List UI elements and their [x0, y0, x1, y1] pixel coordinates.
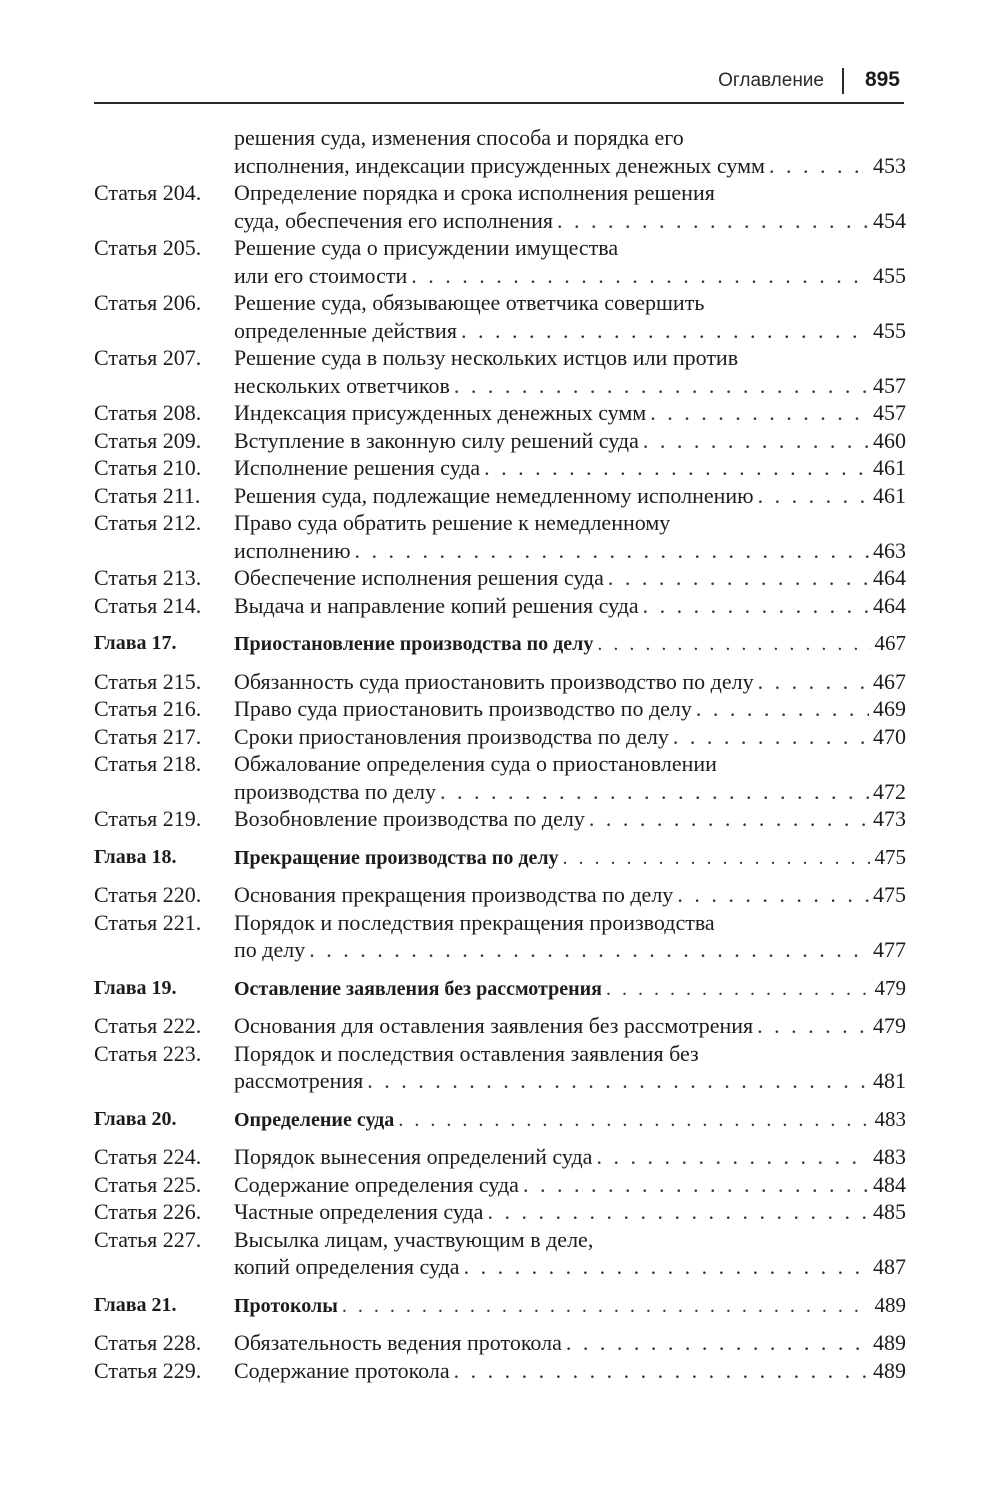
chapter-number: Глава 19.: [94, 976, 177, 999]
toc-article: [94, 668, 906, 696]
toc-article: [94, 1329, 906, 1357]
entry-body: [234, 124, 906, 179]
entry-title-line: Обжалование определения суда о приостановлении: [234, 751, 717, 776]
entry-body: [234, 805, 906, 833]
entry-page-number: 467: [873, 668, 906, 694]
entry-last-line: [234, 936, 906, 964]
entry-page-number: 460: [873, 427, 906, 453]
toc-article: [94, 723, 906, 751]
entry-last-line: [234, 1198, 906, 1226]
toc-article: [94, 750, 906, 805]
article-number: Статья 224.: [94, 1144, 202, 1169]
entry-body: [234, 564, 906, 592]
entry-page-number: 463: [873, 537, 906, 563]
entry-body: [234, 509, 906, 564]
dot-leader: [696, 695, 869, 723]
entry-title-line: Возобновление производства по делу: [234, 806, 585, 831]
dot-leader: [464, 1253, 869, 1281]
entry-page-number: 464: [873, 592, 906, 618]
article-number: Статья 220.: [94, 882, 202, 907]
toc-article: [94, 399, 906, 427]
toc-chapter: [94, 630, 906, 659]
toc-chapter: [94, 1292, 906, 1321]
entry-body: [234, 1012, 906, 1040]
entry-title-line: рассмотрения: [234, 1068, 364, 1093]
toc-article: [94, 1171, 906, 1199]
entry-title-line: Прекращение производства по делу: [234, 846, 559, 869]
article-number: Статья 222.: [94, 1013, 202, 1038]
entry-last-line: [234, 399, 906, 427]
entry-last-line: [234, 1253, 906, 1281]
entry-title-line: Основания для оставления заявления без рассмотрения: [234, 1013, 754, 1038]
page-number: 895: [864, 68, 900, 91]
entry-title-line: Вступление в законную силу решений суда: [234, 427, 639, 453]
entry-body: [234, 750, 906, 805]
toc-article: [94, 454, 906, 482]
dot-leader: [597, 631, 870, 659]
entry-last-line: [234, 1171, 906, 1199]
article-number: Статья 211.: [94, 482, 201, 508]
entry-page-number: 457: [873, 372, 906, 398]
entry-title-line: по делу: [234, 937, 306, 962]
entry-page-number: 483: [873, 1144, 906, 1169]
entry-page-number: 455: [873, 262, 906, 288]
entry-page-number: 469: [873, 696, 906, 721]
entry-title-line: Частные определения суда: [234, 1199, 484, 1224]
entry-last-line: [234, 564, 906, 592]
dot-leader: [454, 1357, 869, 1385]
toc-chapter: [94, 1106, 906, 1135]
toc-article: [94, 1012, 906, 1040]
entry-last-line: [234, 1143, 906, 1171]
entry-page-number: 457: [873, 400, 906, 425]
entry-body: [234, 427, 906, 455]
dot-leader: [411, 262, 869, 290]
entry-page-number: 484: [873, 1171, 906, 1197]
entry-last-line: [234, 207, 906, 235]
entry-last-line: [234, 668, 906, 696]
toc-article: [94, 482, 906, 510]
entry-page-number: 472: [873, 778, 906, 804]
entry-last-line: [234, 778, 906, 806]
entry-last-line: [234, 427, 906, 455]
entry-title-line: Выдача и направление копий решения суда: [234, 592, 639, 618]
entry-last-line: [234, 482, 906, 510]
entry-body: [234, 1329, 906, 1357]
toc-article: [94, 289, 906, 344]
entry-page-number: 485: [873, 1199, 906, 1224]
dot-leader: [454, 372, 869, 400]
dot-leader: [757, 1012, 869, 1040]
article-number: Статья 207.: [94, 345, 202, 370]
dot-leader: [461, 317, 869, 345]
entry-last-line: [234, 723, 906, 751]
article-number: Статья 215.: [94, 668, 202, 694]
toc-chapter: [94, 844, 906, 873]
entry-body: [234, 909, 906, 964]
article-number: Статья 223.: [94, 1040, 202, 1066]
article-number: Статья 229.: [94, 1357, 202, 1383]
entry-title-line: Решения суда, подлежащие немедленному исполнению: [234, 482, 754, 508]
entry-last-line: [234, 454, 906, 482]
article-number: Статья 210.: [94, 455, 202, 480]
dot-leader: [606, 976, 871, 1004]
entry-body: [234, 454, 906, 482]
article-number: Статья 209.: [94, 427, 202, 453]
dot-leader: [589, 805, 869, 833]
header-rule: [94, 102, 904, 104]
entry-title-line: Порядок вынесения определений суда: [234, 1144, 593, 1169]
dot-leader: [566, 1329, 869, 1357]
dot-leader: [398, 1107, 870, 1135]
article-number: Статья 206.: [94, 290, 202, 315]
entry-last-line: [234, 537, 906, 565]
toc-article: [94, 695, 906, 723]
entry-title-line: Индексация присужденных денежных сумм: [234, 400, 647, 425]
entry-title-line: Определение порядка и срока исполнения решения: [234, 180, 715, 205]
dot-leader: [650, 399, 869, 427]
article-number: Статья 204.: [94, 180, 202, 205]
entry-last-line: [234, 1067, 906, 1095]
article-number: Статья 227.: [94, 1226, 202, 1252]
article-number: Статья 219.: [94, 806, 202, 831]
entry-last-line: [234, 317, 906, 345]
dot-leader: [608, 564, 869, 592]
entry-page-number: 489: [873, 1330, 906, 1355]
entry-page-number: 455: [873, 317, 906, 343]
dot-leader: [487, 1198, 869, 1226]
entry-body: [234, 881, 906, 909]
toc-article: [94, 179, 906, 234]
entry-page-number: 481: [873, 1068, 906, 1093]
entry-page-number: 483: [874, 1106, 906, 1131]
dot-leader: [342, 1293, 871, 1321]
entry-last-line: [234, 1357, 906, 1385]
entry-title-line: Основания прекращения производства по делу: [234, 882, 674, 907]
dot-leader: [523, 1171, 869, 1199]
entry-body: [234, 1040, 906, 1095]
entry-page-number: 475: [873, 882, 906, 907]
article-number: Статья 216.: [94, 696, 202, 721]
toc-article: [94, 1143, 906, 1171]
entry-body: [234, 844, 906, 873]
dot-leader: [769, 152, 869, 180]
entry-last-line: [234, 262, 906, 290]
entry-title-line: Порядок и последствия оставления заявления без: [234, 1040, 699, 1066]
toc-article: [94, 592, 906, 620]
entry-body: [234, 482, 906, 510]
dot-leader: [673, 723, 869, 751]
entry-body: [234, 1143, 906, 1171]
entry-body: [234, 1357, 906, 1385]
toc-article: [94, 509, 906, 564]
toc-article: [94, 1040, 906, 1095]
article-number: Статья 205.: [94, 235, 202, 260]
toc-article: [94, 805, 906, 833]
entry-title-line: Приостановление производства по делу: [234, 633, 594, 655]
entry-page-number: 461: [873, 455, 906, 480]
entry-last-line: [234, 1292, 906, 1321]
article-number: Статья 208.: [94, 400, 202, 425]
toc-chapter: [94, 975, 906, 1004]
entry-title-line: Протоколы: [234, 1294, 338, 1317]
toc-article: [94, 124, 906, 179]
entry-last-line: [234, 592, 906, 620]
entry-title-line: Обеспечение исполнения решения суда: [234, 565, 604, 590]
entry-title-line: Решение суда о присуждении имущества: [234, 235, 619, 260]
entry-body: [234, 1226, 906, 1281]
toc-article: [94, 344, 906, 399]
article-number: Статья 214.: [94, 592, 202, 618]
toc-article: [94, 881, 906, 909]
toc-article: [94, 427, 906, 455]
article-number: Статья 221.: [94, 909, 202, 935]
entry-page-number: 479: [873, 1013, 906, 1038]
dot-leader: [367, 1067, 869, 1095]
dot-leader: [440, 778, 869, 806]
entry-page-number: 473: [873, 806, 906, 831]
chapter-number: Глава 18.: [94, 845, 177, 868]
toc-article: [94, 909, 906, 964]
entry-body: [234, 1171, 906, 1199]
entry-title-line: суда, обеспечения его исполнения: [234, 207, 553, 233]
entry-page-number: 489: [874, 1292, 906, 1317]
table-of-contents: [94, 124, 906, 1384]
dot-leader: [643, 427, 869, 455]
entry-body: [234, 630, 906, 659]
entry-body: [234, 289, 906, 344]
article-number: Статья 225.: [94, 1171, 202, 1197]
entry-last-line: [234, 805, 906, 833]
entry-title-line: исполнению: [234, 537, 351, 563]
entry-page-number: 461: [873, 482, 906, 508]
entry-title-line: Сроки приостановления производства по делу: [234, 723, 669, 749]
entry-body: [234, 234, 906, 289]
entry-body: [234, 723, 906, 751]
toc-article: [94, 564, 906, 592]
header-title: Оглавление: [718, 70, 824, 91]
article-number: Статья 218.: [94, 751, 202, 776]
entry-body: [234, 179, 906, 234]
entry-last-line: [234, 1106, 906, 1135]
entry-last-line: [234, 1012, 906, 1040]
entry-title-line: производства по делу: [234, 778, 436, 804]
entry-title-line: определенные действия: [234, 317, 457, 343]
entry-last-line: [234, 881, 906, 909]
entry-title-line: Высылка лицам, участвующим в деле,: [234, 1226, 594, 1252]
header-separator: [842, 68, 844, 94]
entry-body: [234, 668, 906, 696]
entry-last-line: [234, 844, 906, 873]
article-number: Статья 226.: [94, 1199, 202, 1224]
dot-leader: [309, 936, 869, 964]
dot-leader: [643, 592, 869, 620]
entry-body: [234, 975, 906, 1004]
entry-title-line: или его стоимости: [234, 262, 408, 288]
dot-leader: [355, 537, 869, 565]
article-number: Статья 212.: [94, 510, 202, 535]
entry-page-number: 454: [873, 207, 906, 233]
dot-leader: [758, 668, 869, 696]
chapter-number: Глава 21.: [94, 1293, 177, 1316]
entry-title-line: Исполнение решения суда: [234, 455, 481, 480]
entry-last-line: [234, 152, 906, 180]
entry-page-number: 489: [873, 1357, 906, 1383]
running-header: [94, 66, 904, 102]
article-number: Статья 217.: [94, 723, 202, 749]
entry-last-line: [234, 630, 906, 659]
entry-title-line: исполнения, индексации присужденных денежных сумм: [234, 152, 765, 178]
toc-article: [94, 1198, 906, 1226]
toc-article: [94, 1357, 906, 1385]
entry-title-line: Порядок и последствия прекращения производства: [234, 909, 715, 935]
entry-page-number: 470: [873, 723, 906, 749]
dot-leader: [758, 482, 869, 510]
entry-body: [234, 1106, 906, 1135]
entry-last-line: [234, 975, 906, 1004]
entry-title-line: Определение суда: [234, 1108, 395, 1131]
entry-body: [234, 695, 906, 723]
entry-title-line: Решение суда в пользу нескольких истцов или против: [234, 345, 739, 370]
entry-last-line: [234, 1329, 906, 1357]
entry-title-line: Право суда обратить решение к немедленному: [234, 510, 671, 535]
entry-title-line: копий определения суда: [234, 1254, 460, 1279]
entry-page-number: 475: [874, 844, 906, 869]
entry-last-line: [234, 695, 906, 723]
entry-body: [234, 1292, 906, 1321]
article-number: Статья 228.: [94, 1330, 202, 1355]
entry-title-line: Решение суда, обязывающее ответчика совершить: [234, 290, 705, 315]
entry-body: [234, 344, 906, 399]
entry-page-number: 464: [873, 565, 906, 590]
entry-page-number: 467: [874, 631, 906, 655]
entry-title-line: Право суда приостановить производство по делу: [234, 696, 692, 721]
entry-title-line: Содержание протокола: [234, 1357, 450, 1383]
toc-article: [94, 1226, 906, 1281]
entry-title-line: решения суда, изменения способа и порядка его: [234, 125, 684, 150]
dot-leader: [563, 845, 871, 873]
entry-title-line: Обязательность ведения протокола: [234, 1330, 562, 1355]
dot-leader: [677, 881, 869, 909]
entry-title-line: Содержание определения суда: [234, 1171, 519, 1197]
entry-page-number: 479: [874, 975, 906, 1000]
entry-page-number: 453: [873, 152, 906, 178]
entry-page-number: 477: [873, 937, 906, 962]
entry-title-line: Оставление заявления без рассмотрения: [234, 977, 602, 1000]
toc-article: [94, 234, 906, 289]
entry-last-line: [234, 372, 906, 400]
chapter-number: Глава 20.: [94, 1107, 177, 1130]
entry-body: [234, 592, 906, 620]
dot-leader: [596, 1143, 869, 1171]
entry-page-number: 487: [873, 1254, 906, 1279]
dot-leader: [484, 454, 869, 482]
dot-leader: [557, 207, 869, 235]
entry-body: [234, 1198, 906, 1226]
entry-body: [234, 399, 906, 427]
article-number: Статья 213.: [94, 565, 202, 590]
chapter-number: Глава 17.: [94, 632, 177, 654]
entry-title-line: нескольких ответчиков: [234, 372, 450, 398]
entry-title-line: Обязанность суда приостановить производство по делу: [234, 668, 754, 694]
